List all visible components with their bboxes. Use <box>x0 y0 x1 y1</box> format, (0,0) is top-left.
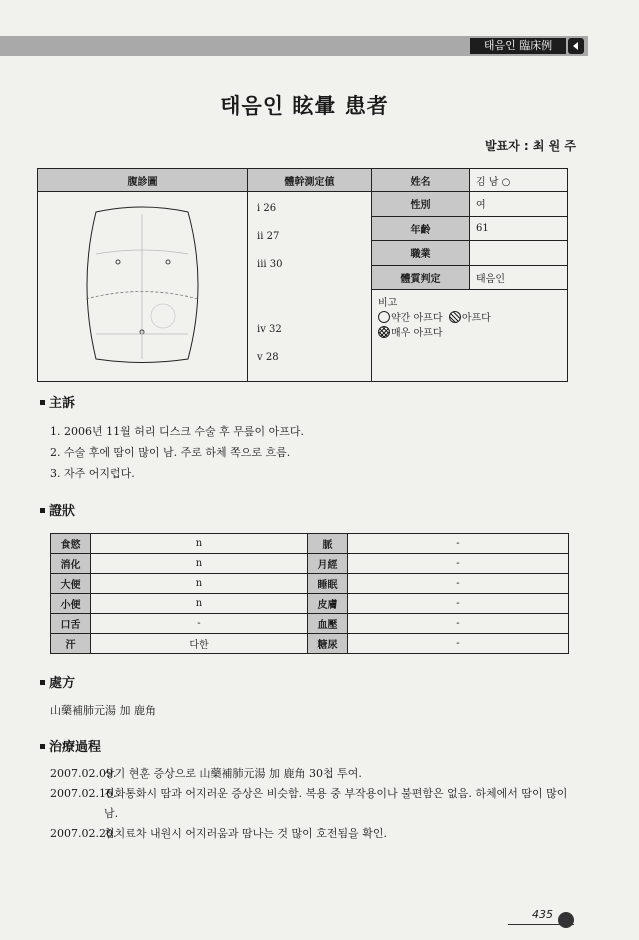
symptom-label: 月經 <box>308 554 348 574</box>
symptom-value: - <box>348 594 569 614</box>
treatment-date: 2007.02.16. <box>50 787 117 800</box>
treatment-date: 2007.02.20. <box>50 827 117 840</box>
list-item: 2. 수술 후에 땀이 많이 남. 주로 하체 쪽으로 흐름. <box>50 446 291 459</box>
symptom-value: - <box>348 554 569 574</box>
abdominal-diagram <box>38 194 247 376</box>
symptom-label: 消化 <box>51 554 91 574</box>
symptom-label: 血壓 <box>308 614 348 634</box>
symptom-label: 大便 <box>51 574 91 594</box>
treatment-list <box>50 764 580 844</box>
info-value-constitution: 태음인 <box>470 265 568 290</box>
info-label-name: 姓名 <box>372 169 470 192</box>
mild-pain-icon <box>378 311 390 323</box>
severe-pain-icon <box>378 326 390 338</box>
chief-complaint-list <box>50 421 304 484</box>
symptom-label: 食慾 <box>51 534 91 554</box>
symptom-label: 糖尿 <box>308 634 348 654</box>
symptom-value: n <box>91 554 308 574</box>
back-arrow-icon[interactable] <box>568 38 584 54</box>
list-item <box>50 784 580 824</box>
symptom-value: - <box>91 614 308 634</box>
treatment-text: 상기 현훈 증상으로 山藥補肺元湯 加 鹿角 30첩 투여. <box>104 767 362 780</box>
symptom-label: 汗 <box>51 634 91 654</box>
measurement-iii: iii 30 <box>257 259 283 270</box>
measurements-cell <box>248 192 372 382</box>
treatment-text: 침치료차 내원시 어지러움과 땀나는 것 많이 호전됨을 확인. <box>104 827 387 840</box>
symptom-value: - <box>348 574 569 594</box>
symptom-label: 皮膚 <box>308 594 348 614</box>
section-heading-prescription: 處方 <box>40 672 75 691</box>
list-item: 3. 자주 어지럽다. <box>50 467 135 480</box>
mild-pain-label: 약간 아프다 <box>391 313 443 325</box>
prescription-text: 山藥補肺元湯 加 鹿角 <box>50 704 156 717</box>
symptom-label: 口舌 <box>51 614 91 634</box>
symptom-value: - <box>348 614 569 634</box>
treatment-date: 2007.02.09. <box>50 767 117 780</box>
severe-pain-label: 매우 아프다 <box>391 328 443 340</box>
table-row <box>51 594 569 614</box>
table-row <box>51 574 569 594</box>
info-value-name: 김 남 ○ <box>470 169 568 192</box>
info-value-age: 61 <box>470 216 568 241</box>
section-heading-treatment: 治療過程 <box>40 736 101 755</box>
measurement-iv: iv 32 <box>257 324 282 335</box>
list-item <box>50 824 580 844</box>
list-item: 1. 2006년 11월 허리 디스크 수술 후 무릎이 아프다. <box>50 425 304 438</box>
page-number: 435 <box>532 908 553 921</box>
measurement-v: v 28 <box>257 352 279 363</box>
notes-cell <box>372 290 568 382</box>
diagnosis-table <box>37 168 568 382</box>
symptom-value: n <box>91 574 308 594</box>
symptom-value: - <box>348 634 569 654</box>
symptoms-table <box>50 533 569 654</box>
section-heading-chief-complaint: 主訴 <box>40 392 75 411</box>
table-row <box>51 554 569 574</box>
section-heading-symptoms: 證狀 <box>40 500 75 519</box>
symptom-label: 睡眠 <box>308 574 348 594</box>
symptom-value: n <box>91 594 308 614</box>
abdominal-diagram-cell <box>38 192 248 382</box>
presenter: 발표자 : 최 원 주 <box>484 139 576 153</box>
info-value-job <box>470 241 568 266</box>
page-title: 태음인 眩暈 患者 <box>220 94 389 118</box>
table-row <box>51 614 569 634</box>
measurement-i: i 26 <box>257 203 277 214</box>
notes-title: 비고 <box>378 298 398 310</box>
pain-label: 아프다 <box>461 313 491 325</box>
measurement-ii: ii 27 <box>257 231 280 242</box>
symptom-value: n <box>91 534 308 554</box>
treatment-text: 전화통화시 땀과 어지러운 증상은 비슷함. 복용 중 부작용이나 불편함은 없음. 하체에서 땀이 많이 남. <box>104 787 568 820</box>
page-corner-mark <box>558 912 574 928</box>
list-item <box>50 764 580 784</box>
header-label: 태음인 臨床例 <box>470 38 566 54</box>
symptom-value: 다한 <box>91 634 308 654</box>
info-label-job: 職業 <box>372 241 470 266</box>
info-label-constitution: 體質判定 <box>372 265 470 290</box>
symptom-label: 小便 <box>51 594 91 614</box>
info-label-age: 年齡 <box>372 216 470 241</box>
info-value-sex: 여 <box>470 192 568 217</box>
col-header-measurement: 體幹測定値 <box>248 169 372 192</box>
col-header-abdominal: 腹診圖 <box>38 169 248 192</box>
symptom-label: 脈 <box>308 534 348 554</box>
table-row <box>51 534 569 554</box>
table-row <box>51 634 569 654</box>
pain-icon <box>449 311 461 323</box>
info-label-sex: 性別 <box>372 192 470 217</box>
symptom-value: - <box>348 534 569 554</box>
